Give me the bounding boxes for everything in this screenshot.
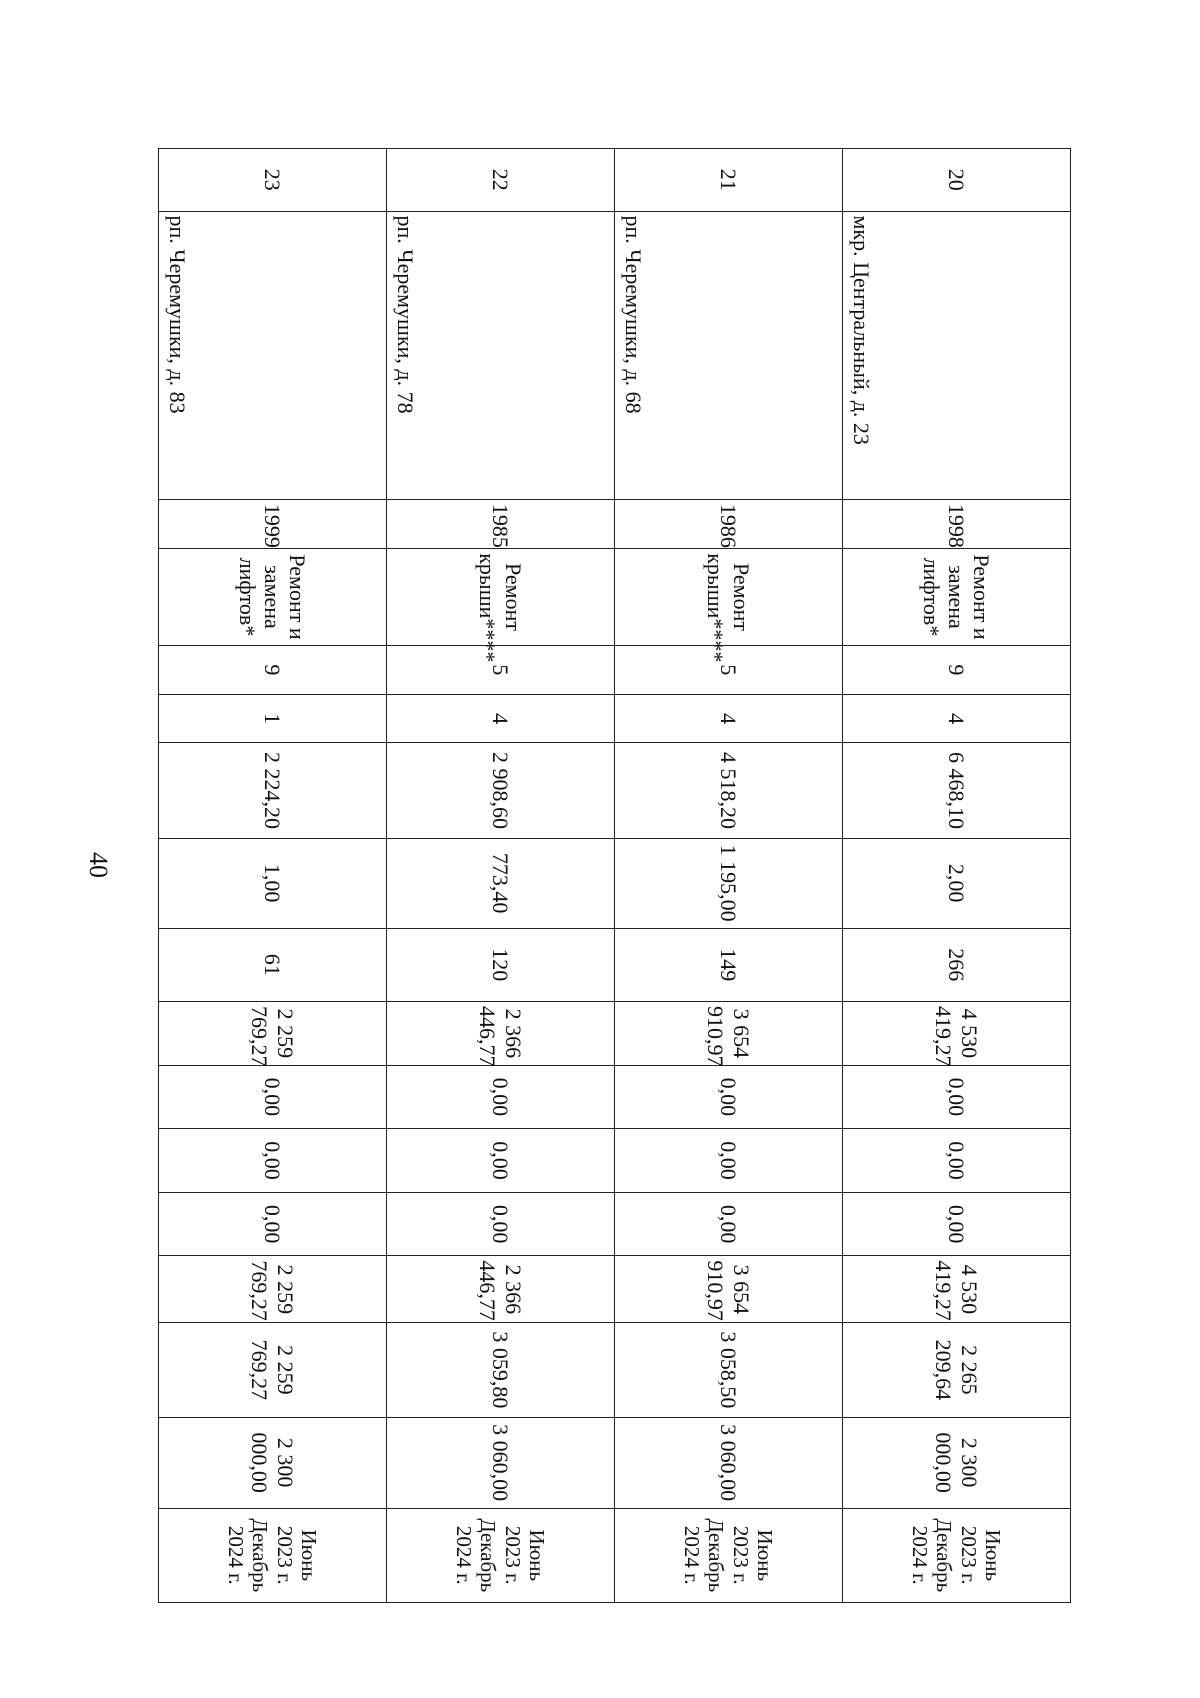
entrances-cell: 4 [387, 695, 615, 743]
unit-cost-cell: 3 058,50 [615, 1323, 843, 1417]
address-cell: рп. Черемушки, д. 78 [387, 211, 615, 499]
limit-cost-cell: 3 060,00 [615, 1417, 843, 1508]
fund-a-cell: 0,00 [387, 1065, 615, 1129]
work-volume-cell: 1,00 [159, 838, 387, 928]
area-cell: 6 468,10 [843, 743, 1071, 838]
fund-c-cell: 0,00 [615, 1192, 843, 1256]
fund-c-cell: 0,00 [843, 1192, 1071, 1256]
work-type-cell: Ремонт крыши**** [387, 549, 615, 645]
fund-b-cell: 0,00 [159, 1129, 387, 1193]
fund-c-cell: 0,00 [387, 1192, 615, 1256]
area-cell: 4 518,20 [615, 743, 843, 838]
residents-cell: 266 [843, 928, 1071, 1001]
entrances-cell: 4 [615, 695, 843, 743]
floors-cell: 5 [615, 645, 843, 694]
work-type-cell: Ремонт крыши**** [615, 549, 843, 645]
owners-funds-cell: 3 654 910,97 [615, 1256, 843, 1323]
table-row [159, 149, 387, 1603]
total-cost-cell: 2 366 446,77 [387, 1002, 615, 1066]
unit-cost-cell: 2 259 769,27 [159, 1323, 387, 1417]
area-cell: 2 908,60 [387, 743, 615, 838]
row-number: 23 [159, 149, 387, 212]
address-cell: рп. Черемушки, д. 68 [615, 211, 843, 499]
owners-funds-cell: 2 366 446,77 [387, 1256, 615, 1323]
work-volume-cell: 1 195,00 [615, 838, 843, 928]
fund-c-cell: 0,00 [159, 1192, 387, 1256]
fund-a-cell: 0,00 [615, 1065, 843, 1129]
area-cell: 2 224,20 [159, 743, 387, 838]
floors-cell: 9 [159, 645, 387, 694]
table-row [615, 149, 843, 1603]
fund-b-cell: 0,00 [615, 1129, 843, 1193]
address-cell: мкр. Центральный, д. 23 [843, 211, 1071, 499]
row-number: 21 [615, 149, 843, 212]
period-cell: Июнь 2023 г. Декабрь 2024 г. [615, 1508, 843, 1602]
period-cell: Июнь 2023 г. Декабрь 2024 г. [159, 1508, 387, 1602]
table-row [387, 149, 615, 1603]
floors-cell: 5 [387, 645, 615, 694]
total-cost-cell: 2 259 769,27 [159, 1002, 387, 1066]
fund-b-cell: 0,00 [843, 1129, 1071, 1193]
residents-cell: 149 [615, 928, 843, 1001]
total-cost-cell: 4 530 419,27 [843, 1002, 1071, 1066]
unit-cost-cell: 3 059,80 [387, 1323, 615, 1417]
fund-a-cell: 0,00 [843, 1065, 1071, 1129]
row-number: 22 [387, 149, 615, 212]
work-type-cell: Ремонт и замена лифтов* [159, 549, 387, 645]
row-number: 20 [843, 149, 1071, 212]
repair-program-table [158, 148, 1071, 1603]
work-volume-cell: 773,40 [387, 838, 615, 928]
limit-cost-cell: 2 300 000,00 [843, 1417, 1071, 1508]
limit-cost-cell: 3 060,00 [387, 1417, 615, 1508]
owners-funds-cell: 2 259 769,27 [159, 1256, 387, 1323]
work-type-cell: Ремонт и замена лифтов* [843, 549, 1071, 645]
scan-artifact [940, 1612, 1160, 1672]
entrances-cell: 1 [159, 695, 387, 743]
fund-b-cell: 0,00 [387, 1129, 615, 1193]
residents-cell: 61 [159, 928, 387, 1001]
entrances-cell: 4 [843, 695, 1071, 743]
fund-a-cell: 0,00 [159, 1065, 387, 1129]
year-built-cell: 1985 [387, 499, 615, 548]
year-built-cell: 1999 [159, 499, 387, 548]
unit-cost-cell: 2 265 209,64 [843, 1323, 1071, 1417]
address-cell: рп. Черемушки, д. 83 [159, 211, 387, 499]
period-cell: Июнь 2023 г. Декабрь 2024 г. [843, 1508, 1071, 1602]
table-row [843, 149, 1071, 1603]
floors-cell: 9 [843, 645, 1071, 694]
page-number: 40 [84, 852, 113, 878]
year-built-cell: 1998 [843, 499, 1071, 548]
work-volume-cell: 2,00 [843, 838, 1071, 928]
limit-cost-cell: 2 300 000,00 [159, 1417, 387, 1508]
year-built-cell: 1986 [615, 499, 843, 548]
owners-funds-cell: 4 530 419,27 [843, 1256, 1071, 1323]
total-cost-cell: 3 654 910,97 [615, 1002, 843, 1066]
period-cell: Июнь 2023 г. Декабрь 2024 г. [387, 1508, 615, 1602]
rotated-table-container [165, 148, 1071, 1603]
residents-cell: 120 [387, 928, 615, 1001]
